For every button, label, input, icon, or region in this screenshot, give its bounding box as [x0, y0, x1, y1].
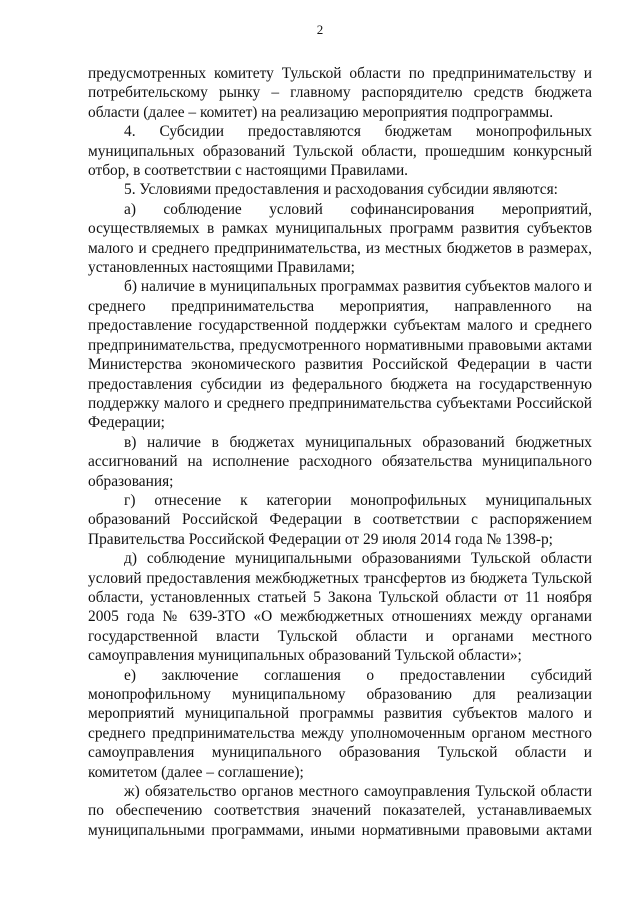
- text-line: ассигнований на исполнение расходного обязательства муниципального: [88, 453, 592, 471]
- text-line: самоуправления муниципальных образований Тульской области»;: [88, 647, 522, 665]
- text-line: области, установленных статьей 5 Закона Тульской области от 11 ноября: [88, 588, 592, 606]
- text-line: 2005 года № 639-ЗТО «О межбюджетных отношениях между органами: [88, 608, 592, 626]
- text-line: б) наличие в муниципальных программах развития субъектов малого и: [124, 278, 592, 296]
- text-line: Федерации;: [88, 414, 165, 432]
- text-line: самоуправления муниципального образования Тульской области и: [88, 744, 592, 762]
- text-line: в) наличие в бюджетах муниципальных образований бюджетных: [124, 433, 592, 451]
- text-line: по обеспечению соответствия значений показателей, устанавливаемых: [88, 802, 592, 820]
- text-line: мероприятий муниципальной программы развития субъектов малого и: [88, 705, 592, 723]
- text-line: Министерства экономического развития Российской Федерации в части: [88, 356, 592, 374]
- text-line: образований Российской Федерации в соответствии с распоряжением: [88, 511, 592, 529]
- text-line: государственной власти Тульской области и органами местного: [88, 627, 592, 645]
- text-line: 5. Условиями предоставления и расходования субсидии являются:: [124, 181, 558, 199]
- text-line: предусмотренных комитету Тульской области по предпринимательству и: [88, 65, 592, 82]
- text-line: д) соблюдение муниципальными образованиями Тульской области: [124, 550, 592, 568]
- text-line: муниципальных образований Тульской области, прошедшим конкурсный: [88, 142, 592, 160]
- text-line: отбор, в соответствии с настоящими Правилами.: [88, 162, 409, 180]
- text-line: г) отнесение к категории монопрофильных муниципальных: [124, 491, 592, 509]
- document-body: [88, 64, 592, 840]
- text-line: области (далее – комитет) на реализацию мероприятия подпрограммы.: [88, 103, 554, 121]
- text-line: ж) обязательство органов местного самоуправления Тульской области: [124, 783, 592, 801]
- text-line: среднего предпринимательства между уполномоченным органом местного: [88, 724, 592, 742]
- text-line: малого и среднего предпринимательства, из местных бюджетов в размерах,: [88, 239, 592, 257]
- page-number: 2: [316, 22, 324, 37]
- text-line: условий предоставления межбюджетных трансфертов из бюджета Тульской: [88, 569, 592, 587]
- text-line: 4. Субсидии предоставляются бюджетам монопрофильных: [124, 123, 592, 141]
- text-line: комитетом (далее – соглашение);: [88, 763, 304, 781]
- text-line: поддержку малого и среднего предпринимательства субъектами Российской: [88, 394, 592, 412]
- text-line: образования;: [88, 472, 174, 490]
- text-line: предоставление государственной поддержки субъектам малого и среднего: [88, 317, 592, 335]
- text-line: предоставления субсидии из федерального бюджета на государственную: [88, 375, 592, 393]
- text-line: монопрофильному муниципальному образованию для реализации: [88, 686, 592, 703]
- text-line: предпринимательства, предусмотренного нормативными правовыми актами: [88, 336, 592, 354]
- text-line: среднего предпринимательства мероприятия, направленного на: [88, 297, 592, 315]
- text-line: осуществляемых в рамках муниципальных программ развития субъектов: [88, 220, 592, 238]
- text-line: муниципальными программами, иными нормативными правовыми актами: [88, 821, 592, 839]
- text-line: Правительства Российской Федерации от 29 июля 2014 года № 1398-р;: [88, 530, 553, 548]
- text-line: потребительскому рынку – главному распорядителю средств бюджета: [88, 84, 592, 102]
- text-line: а) соблюдение условий софинансирования мероприятий,: [124, 200, 592, 218]
- text-line: установленных настоящими Правилами;: [88, 259, 355, 277]
- text-line: е) заключение соглашения о предоставлении субсидий: [124, 666, 592, 684]
